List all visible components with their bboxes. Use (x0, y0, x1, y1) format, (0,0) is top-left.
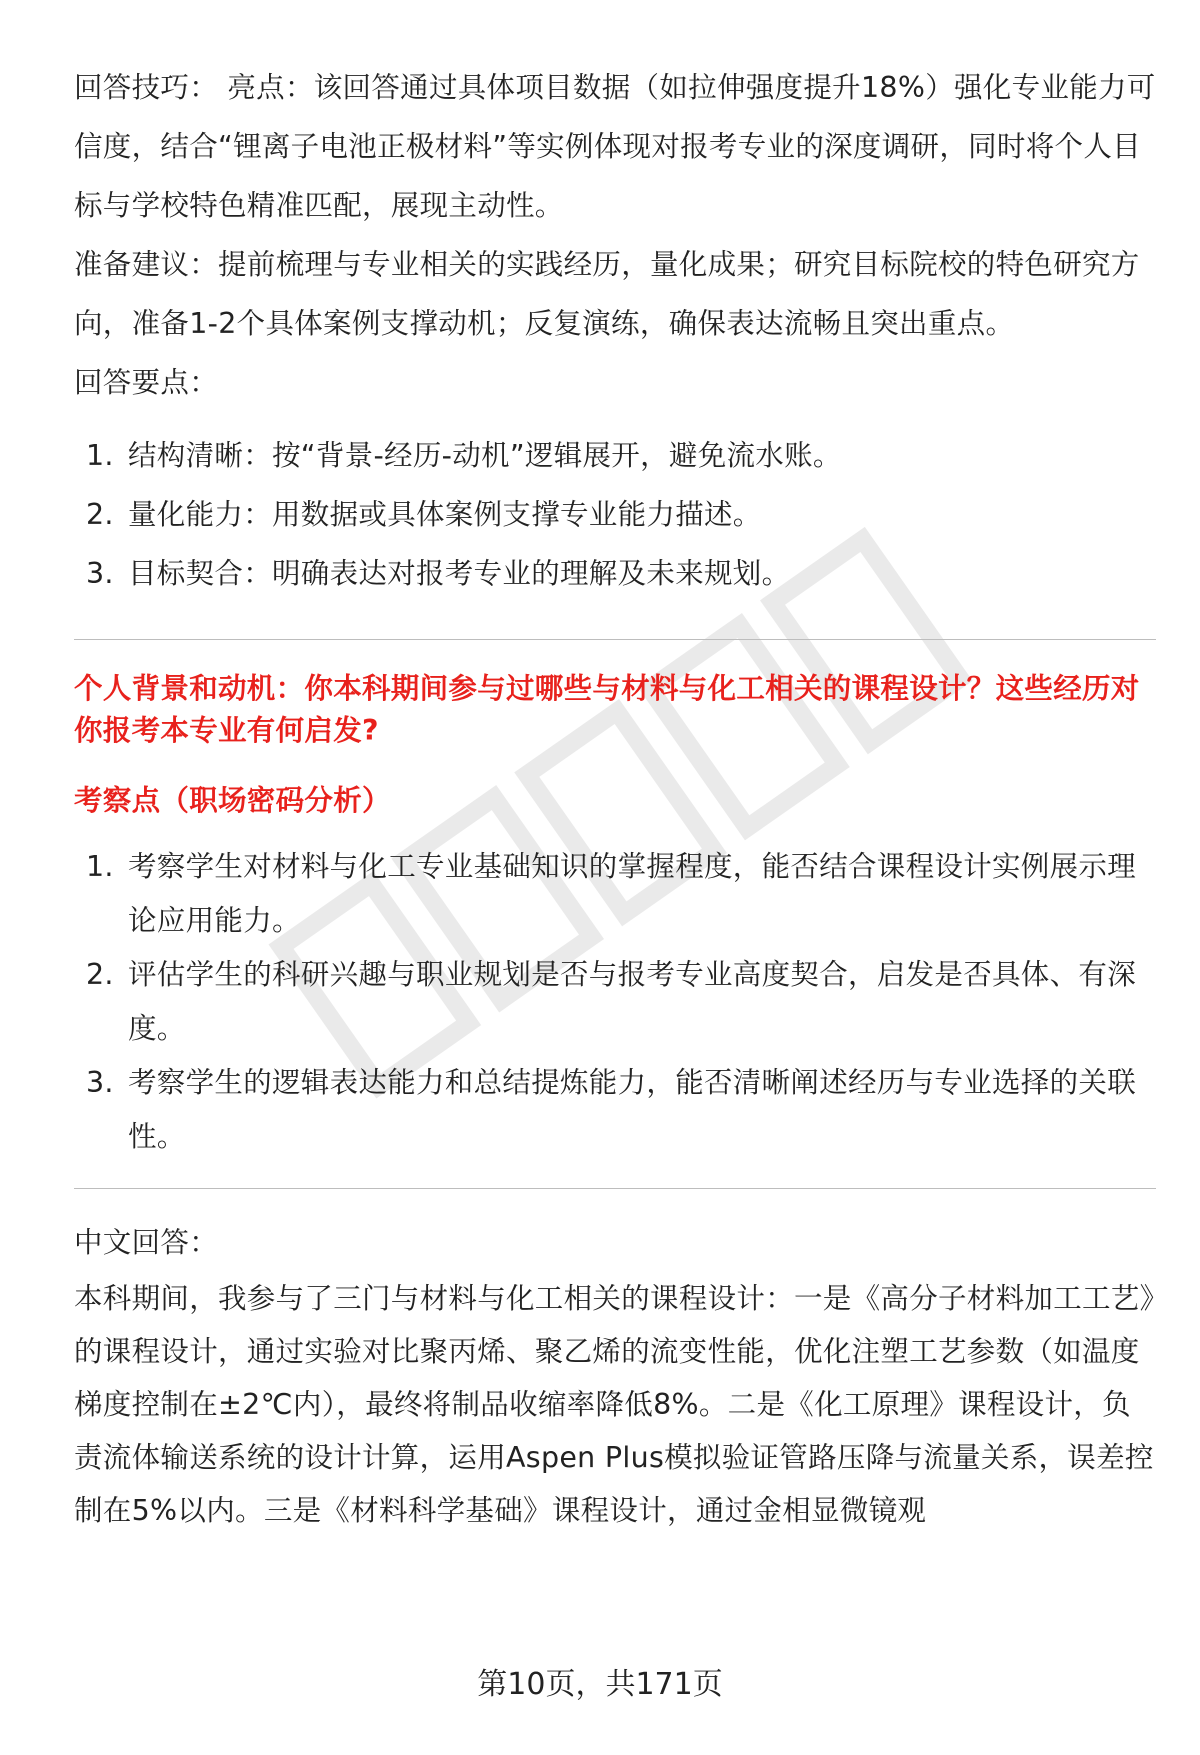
list-text: 考察学生的逻辑表达能力和总结提炼能力，能否清晰阐述经历与专业选择的关联性。 (128, 1066, 1137, 1153)
list-number: 2. (86, 958, 114, 991)
preparation-advice: 准备建议：提前梳理与专业相关的实践经历，量化成果；研究目标院校的特色研究方向，准备1-2个具体案例支撑动机；反复演练，确保表达流畅且突出重点。 (74, 248, 1140, 340)
list-text: 结构清晰：按“背景-经历-动机”逻辑展开，避免流水账。 (128, 439, 842, 472)
list-number: 1. (86, 439, 114, 472)
list-item (74, 1056, 1156, 1164)
key-points-list (74, 426, 1156, 603)
key-points-heading: 回答要点： (74, 366, 219, 399)
answer-tips: 回答技巧： 亮点：该回答通过具体项目数据（如拉伸强度提升18%）强化专业能力可信度，结合“锂离子电池正极材料”等实例体现对报考专业的深度调研，同时将个人目标与学校特色精准匹配，展现主动性。 (74, 71, 1156, 222)
question-title: 个人背景和动机：你本科期间参与过哪些与材料与化工相关的课程设计？这些经历对你报考本专业有何启发? (74, 672, 1140, 747)
list-text: 考察学生对材料与化工专业基础知识的掌握程度，能否结合课程设计实例展示理论应用能力。 (128, 850, 1137, 937)
list-number: 3. (86, 557, 114, 590)
list-number: 1. (86, 850, 114, 883)
focus-heading: 考察点（职场密码分析） (74, 784, 391, 817)
chinese-answer-heading: 中文回答： (74, 1226, 219, 1259)
list-text: 目标契合：明确表达对报考专业的理解及未来规划。 (128, 557, 791, 590)
divider (74, 1188, 1156, 1189)
focus-list (74, 840, 1156, 1164)
list-item (74, 426, 1156, 485)
list-text: 量化能力：用数据或具体案例支撑专业能力描述。 (128, 498, 762, 531)
list-item (74, 485, 1156, 544)
list-item (74, 840, 1156, 948)
document-page (74, 58, 1156, 1537)
chinese-answer-body: 本科期间，我参与了三门与材料与化工相关的课程设计：一是《高分子材料加工工艺》的课程设计，通过实验对比聚丙烯、聚乙烯的流变性能，优化注塑工艺参数（如温度梯度控制在±2℃内），最终将制品收缩率降低8%。二是《化工原理》课程设计，负责流体输送系统的设计计算，运用Aspen Plus模拟验证管路压降与流量关系，误差控制在5%以内。三是《材料科学基础》课程设计，通过金相显微镜观 (74, 1282, 1155, 1527)
list-number: 3. (86, 1066, 114, 1099)
list-item (74, 948, 1156, 1056)
divider (74, 639, 1156, 640)
list-number: 2. (86, 498, 114, 531)
list-text: 评估学生的科研兴趣与职业规划是否与报考专业高度契合，启发是否具体、有深度。 (128, 958, 1137, 1045)
page-footer: 第10页，共171页 (477, 1667, 723, 1702)
list-item (74, 544, 1156, 603)
